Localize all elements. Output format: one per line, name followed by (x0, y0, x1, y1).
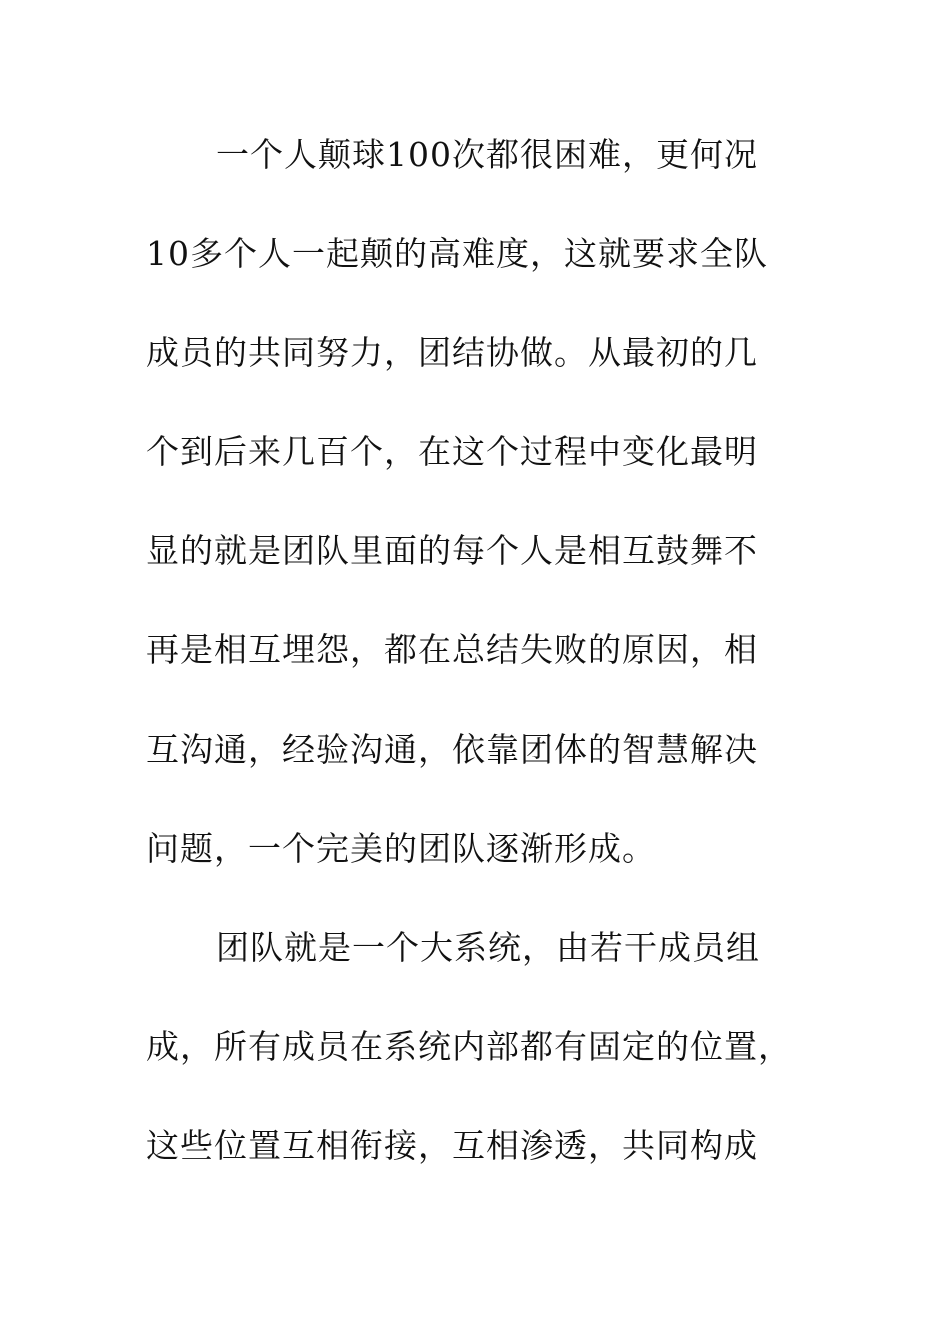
text-line: 成员的共同努力，团结协做。从最初的几 (146, 333, 758, 372)
text-line: 团队就是一个大系统，由若干成员组 (216, 928, 760, 967)
text-line: 10多个人一起颠的高难度，这就要求全队 (146, 234, 768, 273)
text-line: 成，所有成员在系统内部都有固定的位置， (146, 1027, 792, 1066)
text-line: 这些位置互相衔接，互相渗透，共同构成 (146, 1126, 758, 1165)
text-line: 问题，一个完美的团队逐渐形成。 (146, 829, 656, 868)
text-line: 再是相互埋怨，都在总结失败的原因，相 (146, 630, 758, 669)
text-line: 互沟通，经验沟通，依靠团体的智慧解决 (146, 730, 758, 769)
text-line: 一个人颠球100次都很困难，更何况 (216, 135, 758, 174)
text-line: 个到后来几百个，在这个过程中变化最明 (146, 432, 758, 471)
text-line: 显的就是团队里面的每个人是相互鼓舞不 (146, 531, 758, 570)
